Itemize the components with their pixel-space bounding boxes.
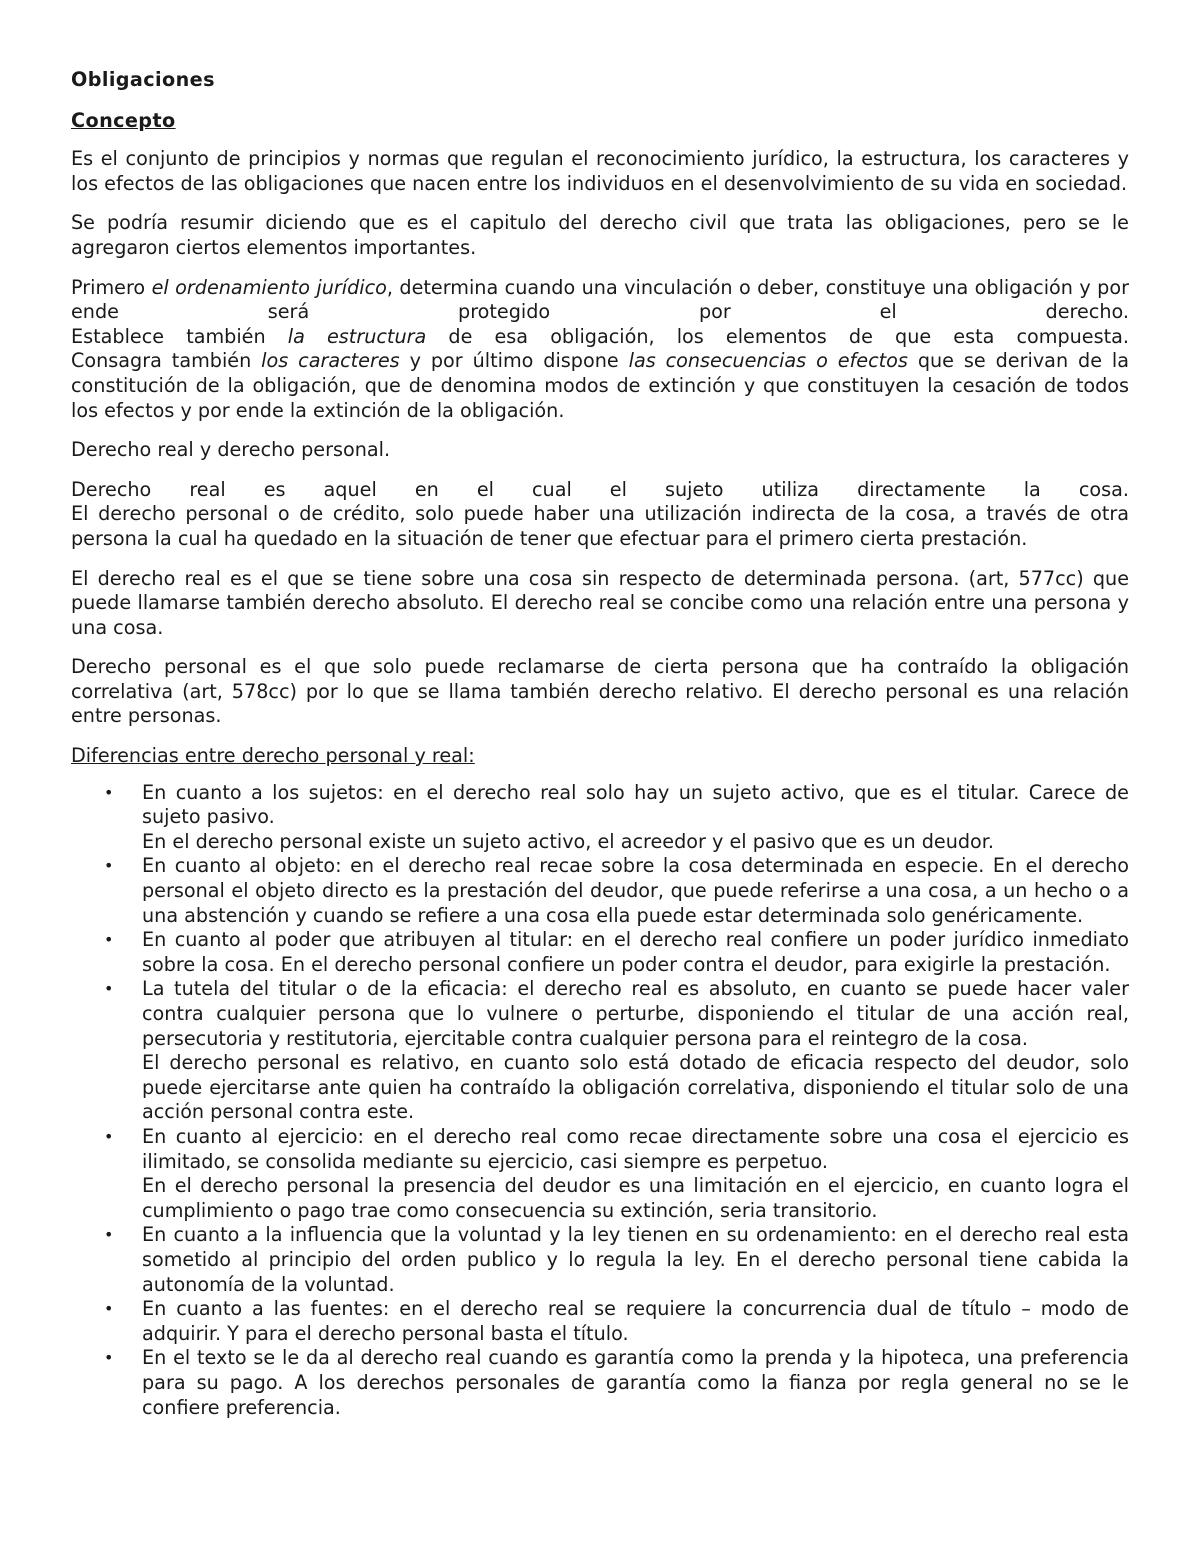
text-run: de esa obligación, los elementos de que esta compuesta. <box>426 324 1129 348</box>
list-item <box>71 1346 1129 1420</box>
italic-term: la estructura <box>287 324 427 348</box>
list-item <box>71 1125 1129 1223</box>
text-run: y por último dispone <box>399 349 629 373</box>
list-item <box>71 928 1129 977</box>
bullet-icon: • <box>104 1348 114 1368</box>
differences-list <box>71 781 1129 1420</box>
italic-term: el ordenamiento jurídico <box>151 275 387 299</box>
paragraph-derecho-real-art: El derecho real es el que se tiene sobre una cosa sin respecto de determinada persona. (art, 577cc) que puede llamarse también derecho absoluto. El derecho real se concibe como una relación entre una persona y una cosa. <box>71 566 1129 639</box>
bullet-icon: • <box>104 1299 114 1319</box>
paragraph-derecho-personal-def: El derecho personal o de crédito, solo puede haber una utilización indirecta de la cosa, a través de otra persona la cual ha quedado en la situación de tener que efectuar para el primero cierta prestación. <box>71 502 1129 550</box>
text-run: Primero <box>71 275 152 299</box>
text-run: , determina cuando una vinculación o deber, constituye una obligación y por ende será protegido por el derecho. <box>71 275 1129 324</box>
text-run: que se derivan de la constitución de la obligación, que de denomina modos de extinción y que constituyen la cesación de todos los efectos y por ende la extinción de la obligación. <box>71 349 1130 422</box>
paragraph-ordenamiento <box>71 276 1129 325</box>
paragraph-derecho-personal-art: Derecho personal es el que solo puede reclamarse de cierta persona que ha contraído la obligación correlativa (art, 578cc) por lo que se llama también derecho relativo. El derecho personal es una relación entre personas. <box>71 655 1129 728</box>
document-title: Obligaciones <box>71 68 215 91</box>
bullet-icon: • <box>104 979 114 999</box>
section-heading-concepto: Concepto <box>71 108 176 132</box>
list-item-text: En cuanto a la influencia que la voluntad y la ley tienen en su ordenamiento: en el derecho real esta sometido al principio del orden publico y lo regula la ley. En el derecho personal tiene cabida la autonomía de la voluntad. <box>142 1223 1129 1296</box>
list-item-text: En cuanto al ejercicio: en el derecho real como recae directamente sobre una cosa el ejercicio es ilimitado, se consolida mediante su ejercicio, casi siempre es perpetuo. <box>142 1124 1129 1173</box>
list-item-extra: En el derecho personal la presencia del deudor es una limitación en el ejercicio, en cuanto logra el cumplimiento o pago trae como consecuencia su extinción, seria transitorio. <box>142 1174 1129 1222</box>
bullet-icon: • <box>104 930 114 950</box>
paragraph-derecho-real-def: Derecho real es aquel en el cual el sujeto utiliza directamente la cosa. <box>71 477 1129 501</box>
list-item-extra: En el derecho personal existe un sujeto activo, el acreedor y el pasivo que es un deudor. <box>142 829 995 853</box>
list-item-text: La tutela del titular o de la eficacia: el derecho real es absoluto, en cuanto se puede hacer valer contra cualquier persona que lo vulnere o perturbe, disponiendo el titular de una acción real, persecutoria y restitutoria, ejercitable contra cualquier persona para el reintegro de la cosa. <box>142 977 1129 1050</box>
list-item-extra: El derecho personal es relativo, en cuanto solo está dotado de eficacia respecto del deudor, solo puede ejercitarse ante quien ha contraído la obligación correlativa, disponiendo el titular solo de una acción personal contra este. <box>142 1051 1129 1124</box>
list-item <box>71 1297 1129 1346</box>
paragraph-caracteres <box>71 349 1129 423</box>
list-item-text: En cuanto a las fuentes: en el derecho real se requiere la concurrencia dual de título – modo de adquirir. Y para el derecho personal basta el título. <box>142 1297 1129 1345</box>
list-item <box>71 854 1129 928</box>
text-run: Establece también <box>71 324 288 348</box>
paragraph-definition: Es el conjunto de principios y normas que regulan el reconocimiento jurídico, la estructura, los caracteres y los efectos de las obligaciones que nacen entre los individuos en el desenvolvimiento de su vida en sociedad. <box>71 147 1129 195</box>
paragraph-estructura <box>71 325 1129 350</box>
italic-term: los caracteres <box>261 349 400 373</box>
paragraph-summary: Se podría resumir diciendo que es el capitulo del derecho civil que trata las obligaciones, pero se le agregaron ciertos elementos importantes. <box>71 211 1129 259</box>
italic-term: las consecuencias o efectos <box>628 349 908 373</box>
list-item-text: En cuanto a los sujetos: en el derecho real solo hay un sujeto activo, que es el titular. Carece de sujeto pasivo. <box>142 780 1129 829</box>
list-heading: Diferencias entre derecho personal y real: <box>71 744 475 768</box>
list-item <box>71 1223 1129 1297</box>
document-page <box>71 68 1129 1420</box>
paragraph-derecho-real-personal: Derecho real y derecho personal. <box>71 438 391 462</box>
list-item <box>71 977 1129 1125</box>
list-item-text: En el texto se le da al derecho real cuando es garantía como la prenda y la hipoteca, una preferencia para su pago. A los derechos personales de garantía como la fianza por regla general no se le confiere preferencia. <box>142 1346 1129 1419</box>
list-item-text: En cuanto al objeto: en el derecho real recae sobre la cosa determinada en especie. En el derecho personal el objeto directo es la prestación del deudor, que puede referirse a una cosa, a un hecho o a una abstención y cuando se refiere a una cosa ella puede estar determinada solo genéricamente. <box>142 854 1129 927</box>
bullet-icon: • <box>104 1225 114 1245</box>
bullet-icon: • <box>104 856 114 876</box>
bullet-icon: • <box>104 782 114 802</box>
bullet-icon: • <box>104 1126 114 1146</box>
list-item-text: En cuanto al poder que atribuyen al titular: en el derecho real confiere un poder jurídico inmediato sobre la cosa. En el derecho personal confiere un poder contra el deudor, para exigirle la prestación. <box>142 928 1129 976</box>
list-item <box>71 781 1129 855</box>
text-run: Consagra también <box>71 349 262 373</box>
